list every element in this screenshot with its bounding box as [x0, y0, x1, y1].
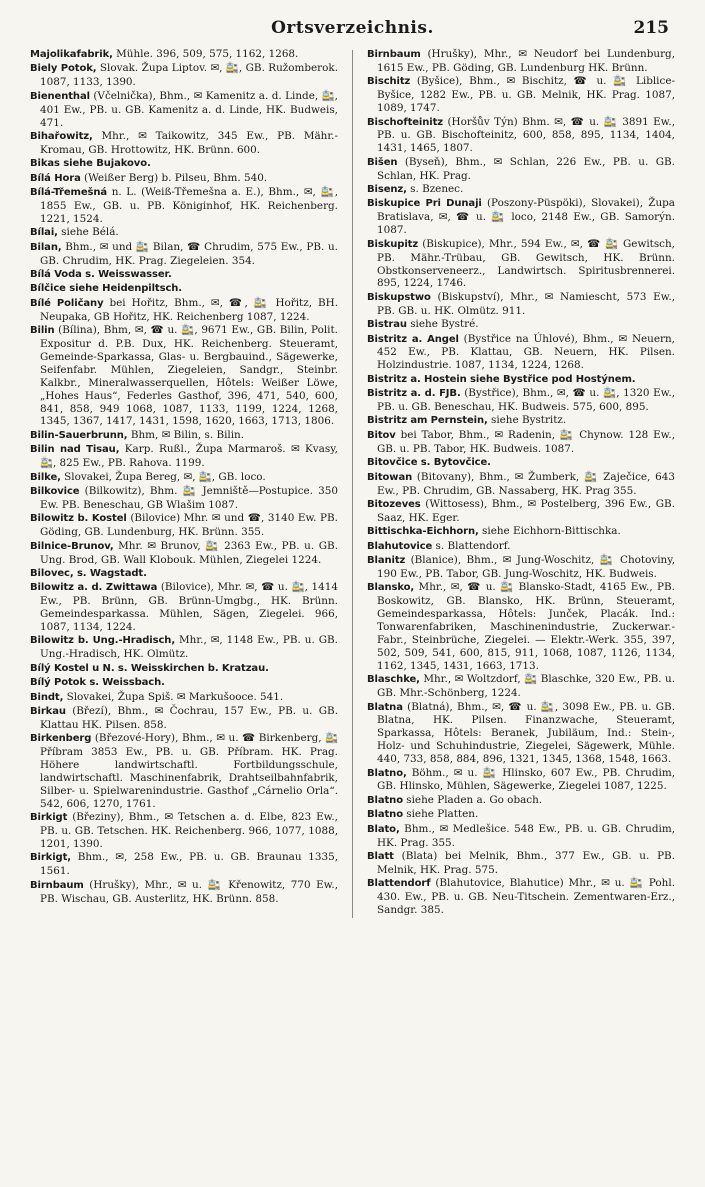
entry-headword: Birnbaum: [367, 49, 421, 60]
page-number: 215: [633, 18, 669, 38]
index-entry: [367, 373, 675, 387]
entry-details: bei Tabor, Bhm., ✉ Radenin, 🚉 Chynow. 128 Ew., GB. u. PB. Tabor, HK. Budweis. 1087.: [377, 428, 675, 455]
entry-headword: Blansko,: [367, 582, 415, 594]
page-title: Ortsverzeichnis.: [271, 18, 434, 38]
entry-headword: Blatno: [367, 809, 403, 821]
entry-details: (Březiny), Bhm., ✉ Tetschen a. d. Elbe, 823 Ew., PB. u. GB. Tetschen. HK. Reichenberg. 966, 1077, 1088, 1201, 1390.: [40, 811, 338, 851]
entry-headword: Bílý Potok s. Weissbach.: [30, 677, 165, 689]
index-entry: [367, 877, 675, 917]
index-entry: [367, 673, 675, 700]
entry-headword: Bílá Hora: [30, 172, 81, 184]
entry-details: (Bystřice), Bhm., ✉, ☎ u. 🚉, 1320 Ew., PB. u. GB. Beneschau, HK. Budweis. 575, 600, 895.: [377, 387, 675, 414]
entry-headword: Bišen: [367, 156, 398, 168]
index-entry: [30, 705, 338, 732]
index-entry: [30, 581, 338, 634]
entry-headword: Bitozeves: [367, 498, 421, 510]
index-entry: [367, 525, 675, 539]
entry-headword: Bilnice-Brunov,: [30, 540, 114, 552]
entry-headword: Bistritz am Pernstein,: [367, 415, 488, 427]
index-entry: [30, 241, 338, 268]
entry-headword: Bilke,: [30, 471, 61, 483]
index-entry: [367, 581, 675, 672]
entry-details: (Blahutovice, Blahutice) Mhr., ✉ u. 🚉 Pohl. 430. Ew., PB. u. GB. Neu-Titschein. Zementwaren-Erz., Sandgr. 385.: [377, 877, 675, 917]
index-entry: [30, 186, 338, 226]
index-entry: [30, 324, 338, 428]
entry-headword: Bitov: [367, 429, 396, 441]
entry-headword: Biskupitz: [367, 238, 419, 250]
entry-details: bei Hořitz, Bhm., ✉, ☎, 🚉 Hořitz, BH. Neupaka, GB Hořitz, HK. Reichenberg 1087, 1224.: [40, 296, 338, 323]
entry-details: (Březí), Bhm., ✉ Čochrau, 157 Ew., PB. u. GB. Klattau HK. Pilsen. 858.: [40, 705, 338, 731]
index-entry: [367, 183, 675, 197]
entry-details: (Weißer Berg) b. Pilseu, Bhm. 540.: [80, 171, 268, 184]
entry-headword: Bílčice siehe Heidenpiltsch.: [30, 283, 183, 295]
entry-headword: Bilin-Sauerbrunn,: [30, 429, 128, 441]
index-entry: [30, 130, 338, 157]
index-columns: [30, 48, 675, 918]
index-entry: [30, 226, 338, 240]
index-entry: [367, 291, 675, 318]
entry-headword: Blatno: [367, 794, 403, 806]
index-entry: [367, 318, 675, 332]
index-entry: [30, 512, 338, 539]
index-entry: [367, 238, 675, 291]
entry-headword: Bisenz,: [367, 184, 407, 196]
entry-headword: Bílá Voda s. Weisswasser.: [30, 269, 172, 280]
entry-details: (Blata) bei Melnik, Bhm., 377 Ew., GB. u. PB. Melnik, HK. Prag. 575.: [377, 849, 675, 876]
index-entry: [30, 662, 338, 676]
entry-details: Bhm., ✉ und 🚉 Bilan, ☎ Chrudim, 575 Ew., PB. u. GB. Chrudim, HK. Prag. Ziegeleien. 354.: [40, 240, 338, 267]
entry-details: siehe Bélá.: [57, 226, 119, 239]
entry-details: (Bilkowitz), Bhm. 🚉 Jemniště—Postupice. 350 Ew. PB. Beneschau, GB Wlašim 1087.: [40, 485, 338, 511]
entry-headword: Bilan,: [30, 241, 62, 253]
entry-details: (Horšův Týn) Bhm. ✉, ☎ u. 🚉 3891 Ew., PB. u. GB. Bischofteinitz, 600, 858, 895, 1134, 1404, 1431, 1465, 1807.: [377, 115, 675, 155]
entry-headword: Bittischka-Eichhorn,: [367, 526, 479, 538]
page-header: [30, 14, 675, 48]
left-column: [30, 48, 338, 918]
index-entry: [30, 851, 338, 878]
entry-headword: Bilowitz b. Ung.-Hradisch,: [30, 635, 176, 647]
entry-headword: Blattendorf: [367, 878, 431, 890]
entry-headword: Blato,: [367, 823, 400, 835]
entry-details: s. Bzenec.: [406, 183, 464, 196]
index-entry: [30, 268, 338, 282]
column-divider: [352, 50, 353, 918]
index-entry: [367, 701, 675, 767]
index-entry: [30, 485, 338, 512]
entry-details: Mhr., ✉ Woltzdorf, 🚉 Blaschke, 320 Ew., PB. u. GB. Mhr.-Schönberg, 1224.: [377, 673, 675, 700]
index-entry: [30, 157, 338, 171]
entry-headword: Blanitz: [367, 555, 406, 567]
entry-headword: Blatno,: [367, 767, 407, 779]
index-entry: [30, 676, 338, 690]
entry-headword: Bistritz a. Hostein siehe Bystřice pod Hostýnem.: [367, 373, 636, 385]
index-entry: [367, 808, 675, 822]
entry-headword: Birkau: [30, 706, 66, 717]
index-entry: [30, 811, 338, 851]
entry-headword: Bikas siehe Bujakovo.: [30, 158, 151, 170]
index-entry: [367, 333, 675, 373]
index-entry: [30, 732, 338, 810]
index-entry: [367, 197, 675, 237]
entry-details: siehe Bystré.: [406, 318, 479, 331]
entry-details: Bhm., ✉ Medlešice. 548 Ew., PB. u. GB. Chrudim, HK. Prag. 355.: [377, 822, 675, 849]
entry-details: Slovakei, Župa Spiš. ✉ Markušooce. 541.: [63, 690, 284, 703]
entry-details: (Bilovice), Mhr. ✉, ☎ u. 🚉, 1414 Ew., PB. Brünn, GB. Brünn-Umgbg., HK. Brünn. Gemeindesparkassa. Mühlen, Sägen, Ziegelei. 966, 1087, 1134, 1224.: [40, 581, 338, 634]
index-entry: [367, 156, 675, 183]
index-entry: [30, 172, 338, 186]
entry-headword: Bitowan: [367, 471, 413, 483]
entry-headword: Blatt: [367, 850, 394, 862]
entry-headword: Bistritz a. Angel: [367, 333, 459, 345]
index-entry: [30, 567, 338, 581]
entry-details: Karp. Rußl., Župa Marmaroš. ✉ Kvasy, 🚉, 825 Ew., PB. Rahova. 1199.: [40, 443, 338, 470]
index-entry: [367, 540, 675, 554]
entry-headword: Bílé Poličany: [30, 297, 104, 309]
entry-headword: Bílai,: [30, 227, 58, 239]
index-entry: [367, 498, 675, 525]
entry-headword: Bischitz: [367, 76, 411, 88]
index-entry: [367, 414, 675, 428]
entry-headword: Bilovec, s. Wagstadt.: [30, 567, 147, 579]
index-entry: [367, 767, 675, 794]
entry-headword: Birkigt,: [30, 852, 71, 864]
entry-details: Mhr. ✉ Brunov, 🚉 2363 Ew., PB. u. GB. Ung. Brod, GB. Wall Klobouk. Mühlen, Ziegelei 1224.: [40, 539, 338, 566]
entry-details: (Biskupství), Mhr., ✉ Namiescht, 573 Ew., PB. GB. u. HK. Olmütz. 911.: [377, 290, 675, 317]
entry-details: (Byšice), Bhm., ✉ Bischitz, ☎ u. 🚉 Liblice-Byšice, 1282 Ew., PB. u. GB. Melnik, HK. Prag. 1087, 1089, 1747.: [377, 75, 675, 115]
entry-headword: Bindt,: [30, 691, 64, 703]
index-entry: [367, 387, 675, 414]
entry-details: Mhr., ✉ Taikowitz, 345 Ew., PB. Mähr.-Kromau, GB. Hrottowitz, HK. Brünn. 600.: [40, 129, 338, 156]
entry-headword: Bílý Kostel u N. s. Weisskirchen b. Kratzau.: [30, 662, 269, 674]
entry-details: (Bílina), Bhm, ✉, ☎ u. 🚉, 9671 Ew., GB. Bilin, Polit. Expositur d. P.B. Dux, HK. Reichenberg. Steueramt, Gemeinde-Sparkassa, Glas- u. Bergbauind., Sägewerke, Seifenfabr. Mühlen, Ziegeleien, Sandgr., Steinbr. Kalkbr., Mineralwasserquellen, Hôtels: Weißer Löwe, „Hohes Haus“, Federles Gasthof, 396, 471, 540, 600, 841, 858, 949 1068, 1087, 1133, 1199, 1224, 1268, 1345, 1367, 1417, 1431, 1598, 1620, 1663, 1713, 1806.: [40, 324, 338, 428]
entry-details: (Bilovice) Mhr. ✉ und ☎, 3140 Ew. PB. Göding, GB. Lundenburg, HK. Brünn. 355.: [40, 512, 338, 539]
entry-details: (Wittosess), Bhm., ✉ Postelberg, 396 Ew., GB. Saaz, HK. Eger.: [377, 497, 675, 524]
entry-details: (Hrušky), Mhr., ✉ u. 🚉 Křenowitz, 770 Ew., PB. Wischau, GB. Austerlitz, HK. Brünn. 858.: [40, 878, 338, 905]
entry-details: Slovakei, Župa Bereg, ✉, 🚉, GB. loco.: [60, 470, 266, 483]
entry-details: Mhr., ✉, ☎ u. 🚉 Blansko-Stadt, 4165 Ew., PB. Boskowitz, GB. Blansko, HK. Brünn, Steueramt, Gemeindesparkassa, Hôtels: Junček, Placák. Ind.: Tonwarenfabriken, Maschinenindustrie, Zuckerwar.-Fabr., Steinbrüche, Ziegelei. — Elektr.-Werk. 355, 397, 502, 509, 541, 600, 815, 911, 1068, 1087, 1126, 1134, 1162, 1345, 1431, 1663, 1713.: [377, 581, 675, 672]
entry-headword: Bílá-Třemešná: [30, 187, 108, 199]
index-entry: [30, 634, 338, 661]
index-entry: [367, 850, 675, 877]
index-entry: [30, 429, 338, 443]
entry-details: Bhm., ✉, 258 Ew., PB. u. GB. Braunau 1335, 1561.: [40, 851, 338, 878]
entry-headword: Biskupice Pri Dunaji: [367, 198, 482, 210]
entry-details: (Včelnička), Bhm., ✉ Kamenitz a. d. Linde, 🚉, 401 Ew., PB. u. GB. Kamenitz a. d. Linde, HK. Budweis, 471.: [40, 89, 338, 129]
entry-headword: Birnbaum: [30, 879, 84, 891]
entry-details: (Byseň), Bhm., ✉ Schlan, 226 Ew., PB. u. GB. Schlan, HK. Prag.: [377, 155, 675, 182]
entry-headword: Birkigt: [30, 812, 68, 824]
entry-details: (Hrušky), Mhr., ✉ Neudorf bei Lundenburg, 1615 Ew., PB. Göding, GB. Lundenburg HK. Brünn.: [377, 48, 675, 74]
entry-details: siehe Platten.: [402, 808, 479, 821]
entry-headword: Bilkovice: [30, 486, 80, 497]
entry-headword: Bihařowitz,: [30, 130, 93, 142]
entry-headword: Blahutovice: [367, 540, 433, 552]
index-entry: [30, 443, 338, 470]
entry-details: (Březové-Hory), Bhm., ✉ u. ☎ Birkenberg, 🚉 Příbram 3853 Ew., PB. u. GB. Příbram. HK. Prag. Höhere landwirtschaftl. Fortbildungsschule, landwirtschaftl. Maschinenfabrik, Drahtseilbahnfabrik, Silber- u. Spielwarenindustrie. Gasthof „Cárnelio Orla“. 542, 606, 1270, 1761.: [40, 732, 338, 810]
entry-details: s. Blattendorf.: [432, 539, 511, 552]
entry-headword: Bilowitz b. Kostel: [30, 513, 127, 525]
index-entry: [367, 554, 675, 581]
entry-headword: Bilin: [30, 325, 55, 337]
entry-details: siehe Bystritz.: [487, 414, 567, 427]
index-entry: [30, 691, 338, 705]
index-entry: [30, 297, 338, 324]
entry-details: (Bitovany), Bhm., ✉ Žumberk, 🚉 Zaječice, 643 Ew., PB. Chrudim, GB. Nassaberg, HK. Prag 355.: [377, 470, 675, 497]
entry-details: Bhm, ✉ Bilin, s. Bilin.: [127, 428, 245, 441]
index-entry: [30, 879, 338, 906]
entry-headword: Biskupstwo: [367, 291, 431, 303]
entry-details: (Blatná), Bhm., ✉, ☎ u. 🚉, 3098 Ew., PB. u. GB. Blatna, HK. Pilsen. Finanzwache, Steueramt, Sparkassa, Hôtels: Beranek, Jubiläum, Ind.: Stein-, Holz- und Schuhindustrie, Ziegelei, Sägewerk, Mühle. 440, 733, 858, 884, 896, 1321, 1345, 1368, 1548, 1663.: [377, 700, 675, 766]
index-entry: [30, 62, 338, 89]
index-entry: [367, 116, 675, 156]
index-entry: [30, 90, 338, 130]
index-entry: [367, 456, 675, 470]
index-entry: [367, 823, 675, 850]
entry-headword: Bilin nad Tisau,: [30, 444, 120, 456]
entry-details: (Blanice), Bhm., ✉ Jung-Woschitz, 🚉 Chotoviny, 190 Ew., PB. Tabor, GB. Jung-Woschitz, HK. Budweis.: [377, 554, 675, 580]
entry-details: (Bystřice na Úhlové), Bhm., ✉ Neuern, 452 Ew., PB. Klattau, GB. Neuern, HK. Pilsen. Holzindustrie. 1087, 1134, 1224, 1268.: [377, 332, 675, 372]
entry-details: siehe Eichhorn-Bittischka.: [478, 525, 621, 538]
entry-headword: Birkenberg: [30, 733, 92, 745]
entry-headword: Majolikafabrik,: [30, 49, 113, 60]
index-entry: [367, 75, 675, 115]
entry-details: Slovak. Župa Liptov. ✉, 🚉, GB. Ružomberok. 1087, 1133, 1390.: [40, 62, 338, 89]
entry-headword: Blatna: [367, 701, 403, 713]
index-entry: [367, 48, 675, 75]
entry-details: Mhr., ✉, 1148 Ew., PB. u. GB. Ung.-Hradisch, HK. Olmütz.: [40, 634, 338, 661]
entry-details: (Poszony-Püspöki), Slovakei), Župa Bratislava, ✉, ☎ u. 🚉 loco, 2148 Ew., GB. Samorýn. 1087.: [377, 197, 675, 237]
entry-headword: Bilowitz a. d. Zwittawa: [30, 582, 158, 594]
index-entry: [30, 282, 338, 296]
index-entry: [367, 429, 675, 456]
index-entry: [30, 540, 338, 567]
entry-details: n. L. (Weiß-Třemešna a. E.), Bhm., ✉, 🚉, 1855 Ew., GB. u. PB. Königinhof, HK. Reichenberg. 1221, 1524.: [40, 186, 338, 225]
entry-headword: Bistritz a. d. FJB.: [367, 388, 461, 400]
entry-details: Böhm., ✉ u. 🚉 Hlinsko, 607 Ew., PB. Chrudim, GB. Hlinsko, Mühlen, Sägewerke, Ziegelei 1087, 1225.: [377, 766, 675, 793]
entry-details: (Biskupice), Mhr., 594 Ew., ✉, ☎ 🚉 Gewitsch, PB. Mähr.-Trübau, GB. Gewitsch, HK. Brünn. Obstkonserveneerz., Landwirtsch. Spiritusbrennerei. 895, 1224, 1746.: [377, 237, 675, 290]
entry-headword: Bischofteinitz: [367, 116, 444, 128]
entry-headword: Blaschke,: [367, 674, 420, 686]
index-entry: [30, 48, 338, 62]
entry-details: Mühle. 396, 509, 575, 1162, 1268.: [112, 48, 299, 60]
entry-headword: Bistrau: [367, 319, 407, 331]
entry-headword: Bienenthal: [30, 90, 90, 102]
right-column: [367, 48, 675, 918]
index-entry: [30, 471, 338, 485]
entry-headword: Bitovčice s. Bytovčice.: [367, 457, 491, 469]
index-entry: [367, 471, 675, 498]
index-entry: [367, 794, 675, 808]
entry-headword: Biely Potok,: [30, 63, 97, 75]
entry-details: siehe Pladen a. Go obach.: [402, 793, 543, 806]
